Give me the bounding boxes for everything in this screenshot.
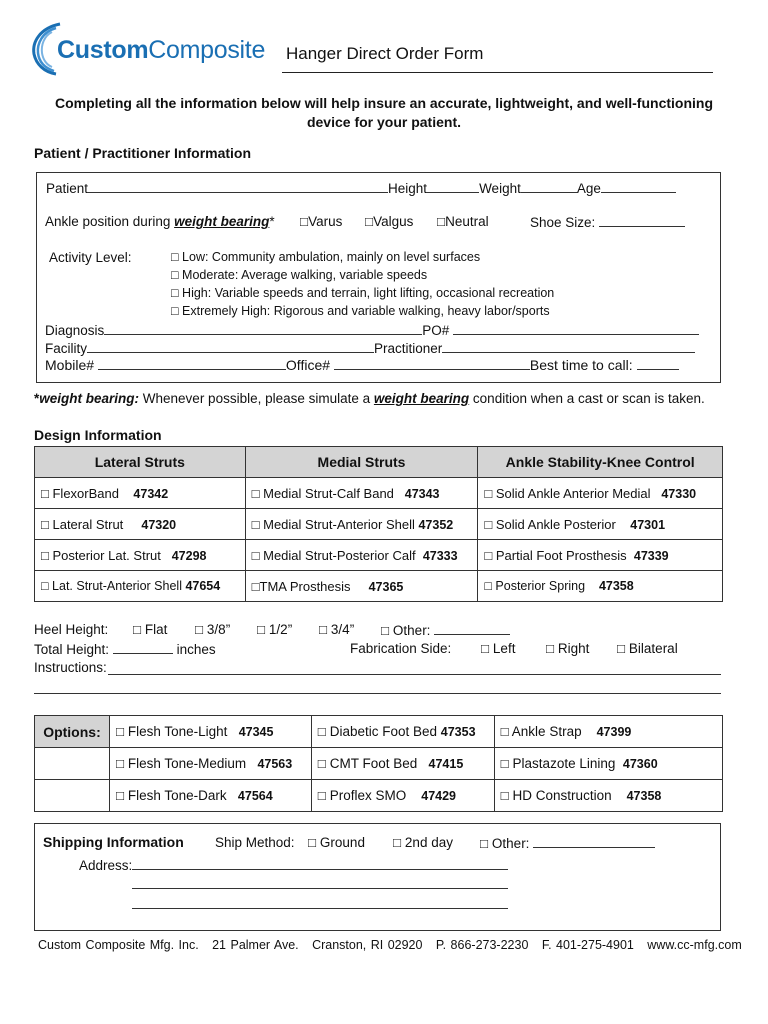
shoe-size-label: Shoe Size: xyxy=(530,215,596,230)
option-label: CMT Foot Bed xyxy=(329,756,418,771)
design-option[interactable] xyxy=(35,540,246,571)
company-logo xyxy=(57,36,265,65)
patient-field[interactable] xyxy=(88,180,388,193)
option-cell[interactable] xyxy=(311,780,494,812)
diagnosis-row xyxy=(45,322,699,338)
checkbox-icon[interactable]: □ xyxy=(484,485,493,501)
design-table xyxy=(34,446,723,602)
ankle-emph: weight bearing xyxy=(174,214,270,229)
design-section-heading: Design Information xyxy=(34,427,162,443)
checkbox-icon[interactable]: □ xyxy=(617,641,626,656)
option-label: Proflex SMO xyxy=(329,788,407,803)
design-row xyxy=(35,478,723,509)
total-height-label: Total Height: xyxy=(34,642,110,657)
patient-row xyxy=(46,180,676,196)
checkbox-icon[interactable]: □ xyxy=(546,641,555,656)
option-label: HD Construction xyxy=(512,788,612,803)
options-table xyxy=(34,715,723,812)
po-label: PO# xyxy=(422,323,450,338)
fabrication-side-label: Fabrication Side: xyxy=(350,641,452,656)
option-label: Right xyxy=(557,641,590,656)
option-label: Other: xyxy=(491,836,530,851)
heel-other-option[interactable] xyxy=(381,622,510,638)
option-code: 47320 xyxy=(141,517,177,532)
option-label: Neutral xyxy=(445,214,489,229)
note-star: * xyxy=(34,391,40,406)
footer-contact: Custom Composite Mfg. Inc. 21 Palmer Ave. Cranston, RI 02920 P. 866-273-2230 F. 401-275-4901 www.cc-mfg.com xyxy=(38,938,742,952)
checkbox-icon[interactable]: □ xyxy=(300,214,309,229)
option-label: Partial Foot Prosthesis xyxy=(495,547,627,563)
design-option[interactable] xyxy=(245,509,478,540)
checkbox-icon[interactable]: □ xyxy=(500,756,509,771)
fab-right-option[interactable] xyxy=(546,641,589,656)
option-label: Lat. Strut-Anterior Shell xyxy=(52,579,182,593)
checkbox-icon[interactable]: □ xyxy=(481,641,490,656)
design-option[interactable] xyxy=(35,509,246,540)
design-option[interactable] xyxy=(478,509,723,540)
heel-flat-option[interactable] xyxy=(133,622,167,637)
checkbox-icon[interactable]: □ xyxy=(308,835,317,850)
checkbox-icon[interactable]: □ xyxy=(365,214,374,229)
checkbox-icon[interactable]: □ xyxy=(500,724,509,739)
checkbox-icon[interactable]: □ xyxy=(41,579,49,593)
option-cell[interactable] xyxy=(311,748,494,780)
option-label: Diabetic Foot Bed xyxy=(329,724,438,739)
checkbox-icon[interactable]: □ xyxy=(195,622,204,637)
checkbox-icon[interactable]: □ xyxy=(171,286,179,300)
design-option[interactable] xyxy=(35,571,246,602)
diagnosis-field[interactable] xyxy=(104,322,422,335)
total-height-row xyxy=(34,641,216,657)
options-label: Options: xyxy=(35,716,110,748)
ship-method-label: Ship Method: xyxy=(215,835,295,850)
option-cell[interactable] xyxy=(494,748,722,780)
address-field-1[interactable] xyxy=(132,857,508,870)
option-code: 47563 xyxy=(257,757,293,771)
heel-3-4-option[interactable] xyxy=(319,622,354,637)
shipping-box xyxy=(34,823,721,931)
note-text-2: condition when a cast or scan is taken. xyxy=(469,391,705,406)
checkbox-icon[interactable]: □ xyxy=(317,756,326,771)
design-option[interactable] xyxy=(245,478,478,509)
heel-1-2-option[interactable] xyxy=(257,622,292,637)
option-label: Flesh Tone-Light xyxy=(127,724,228,739)
option-code: 47654 xyxy=(185,579,221,593)
option-label: Medial Strut-Calf Band xyxy=(263,485,394,501)
age-label: Age xyxy=(576,181,601,196)
note-term-2: weight bearing xyxy=(373,391,470,406)
checkbox-icon[interactable]: □ xyxy=(480,836,489,851)
weight-field[interactable] xyxy=(521,180,577,193)
checkbox-icon[interactable]: □ xyxy=(251,516,260,532)
patient-info-box xyxy=(36,172,721,383)
activity-option-extreme[interactable] xyxy=(171,304,550,318)
mobile-field[interactable] xyxy=(98,357,286,370)
total-height-field[interactable] xyxy=(113,641,173,654)
options-empty-cell xyxy=(35,780,110,812)
ankle-label: Ankle position during xyxy=(45,214,171,229)
patient-label: Patient xyxy=(46,181,89,196)
option-code: 47365 xyxy=(368,579,404,594)
column-header: Lateral Struts xyxy=(35,447,246,478)
option-label: Lateral Strut xyxy=(52,516,124,532)
option-label: Solid Ankle Posterior xyxy=(495,516,616,532)
patient-section-heading: Patient / Practitioner Information xyxy=(34,145,252,161)
option-label: 3/4” xyxy=(330,622,355,637)
options-row xyxy=(35,748,723,780)
activity-label: Activity Level: xyxy=(49,250,132,265)
note-text-1: Whenever possible, please simulate a xyxy=(139,391,374,406)
option-label: Posterior Lat. Strut xyxy=(52,547,161,563)
option-label: Flesh Tone-Dark xyxy=(127,788,227,803)
option-code: 47343 xyxy=(404,486,440,501)
option-code: 47345 xyxy=(238,725,274,739)
option-label: TMA Prosthesis xyxy=(259,578,351,594)
option-label: Medial Strut-Posterior Calf xyxy=(263,547,416,563)
option-cell[interactable] xyxy=(311,716,494,748)
shoe-size-row xyxy=(530,214,685,230)
address-row xyxy=(79,857,508,873)
option-label: Other: xyxy=(392,623,431,638)
option-code: 47352 xyxy=(418,517,454,532)
ship-other-field[interactable] xyxy=(533,835,655,848)
design-row xyxy=(35,571,723,602)
intro-text: Completing all the information below will help insure an accurate, lightweight, and well-functioning device for your patient. xyxy=(54,95,714,130)
option-label: Left xyxy=(492,641,516,656)
design-option[interactable] xyxy=(35,478,246,509)
heel-height-label: Heel Height: xyxy=(34,622,109,637)
option-code: 47564 xyxy=(237,789,273,803)
checkbox-icon[interactable]: □ xyxy=(317,788,326,803)
checkbox-icon[interactable]: □ xyxy=(171,268,179,282)
checkbox-icon[interactable]: □ xyxy=(437,214,446,229)
design-row xyxy=(35,540,723,571)
option-code: 47342 xyxy=(133,486,169,501)
po-field[interactable] xyxy=(453,322,699,335)
age-field[interactable] xyxy=(601,180,676,193)
instructions-label: Instructions: xyxy=(34,660,107,675)
activity-option-moderate[interactable] xyxy=(171,268,427,282)
facility-row xyxy=(45,340,695,356)
form-title: Hanger Direct Order Form xyxy=(286,44,484,63)
logo-text-strong: Custom xyxy=(57,36,149,64)
checkbox-icon[interactable]: □ xyxy=(484,579,492,593)
checkbox-icon[interactable]: □ xyxy=(393,835,402,850)
instructions-field-line-2[interactable] xyxy=(34,693,721,694)
mobile-label: Mobile# xyxy=(45,357,95,373)
ankle-valgus-option[interactable] xyxy=(365,214,413,229)
option-code: 47399 xyxy=(596,725,632,739)
activity-option-low[interactable] xyxy=(171,250,480,264)
ankle-row xyxy=(45,214,275,229)
address-label: Address: xyxy=(79,858,133,873)
best-time-label: Best time to call: xyxy=(529,357,633,373)
design-header-row xyxy=(35,447,723,478)
option-label: 3/8” xyxy=(206,622,231,637)
ankle-varus-option[interactable] xyxy=(300,214,342,229)
checkbox-icon[interactable]: □ xyxy=(171,304,179,318)
options-row xyxy=(35,716,723,748)
option-code: 47358 xyxy=(598,579,634,593)
option-code: 47358 xyxy=(626,789,662,803)
best-time-field[interactable] xyxy=(637,357,679,370)
option-code: 47339 xyxy=(633,548,669,563)
option-label: Solid Ankle Anterior Medial xyxy=(495,485,651,501)
shoe-size-field[interactable] xyxy=(599,214,685,227)
checkbox-icon[interactable]: □ xyxy=(500,788,509,803)
facility-label: Facility xyxy=(45,341,88,356)
option-label: Posterior Spring xyxy=(495,579,586,593)
address-field-2[interactable] xyxy=(132,888,508,889)
instructions-row xyxy=(34,660,107,675)
checkbox-icon[interactable]: □ xyxy=(257,622,266,637)
options-empty-cell xyxy=(35,748,110,780)
option-cell[interactable] xyxy=(494,780,722,812)
option-code: 47301 xyxy=(630,517,666,532)
option-code: 47330 xyxy=(661,486,697,501)
option-label: Flesh Tone-Medium xyxy=(127,756,247,771)
weight-bearing-note xyxy=(34,391,705,406)
practitioner-label: Practitioner xyxy=(374,341,443,356)
option-label: Low: Community ambulation, mainly on level surfaces xyxy=(182,250,481,264)
ship-other-option[interactable] xyxy=(480,835,655,851)
design-option[interactable] xyxy=(478,571,723,602)
design-option[interactable] xyxy=(478,540,723,571)
option-label: Plastazote Lining xyxy=(512,756,616,771)
ankle-star: * xyxy=(269,214,275,229)
option-cell[interactable] xyxy=(109,780,311,812)
option-label: Bilateral xyxy=(628,641,678,656)
option-label: Ground xyxy=(319,835,365,850)
option-code: 47333 xyxy=(422,548,458,563)
weight-label: Weight xyxy=(479,181,521,196)
title-rule xyxy=(282,72,713,73)
option-label: Moderate: Average walking, variable speeds xyxy=(182,268,428,282)
fab-left-option[interactable] xyxy=(481,641,515,656)
column-header: Medial Struts xyxy=(245,447,478,478)
facility-field[interactable] xyxy=(87,340,374,353)
checkbox-icon[interactable]: □ xyxy=(115,724,125,739)
option-label: Extremely High: Rigorous and variable walking, heavy labor/sports xyxy=(182,304,550,318)
note-term: weight bearing: xyxy=(39,391,140,406)
phone-row xyxy=(45,357,679,373)
practitioner-field[interactable] xyxy=(442,340,695,353)
checkbox-icon[interactable]: □ xyxy=(251,485,260,501)
fab-bilateral-option[interactable] xyxy=(617,641,678,656)
activity-option-high[interactable] xyxy=(171,286,554,300)
option-cell[interactable] xyxy=(494,716,722,748)
design-option[interactable] xyxy=(478,478,723,509)
checkbox-icon[interactable]: □ xyxy=(133,622,142,637)
option-cell[interactable] xyxy=(109,716,311,748)
office-label: Office# xyxy=(285,357,331,373)
checkbox-icon[interactable]: □ xyxy=(41,485,49,501)
ankle-neutral-option[interactable] xyxy=(437,214,489,229)
checkbox-icon[interactable]: □ xyxy=(171,250,179,264)
option-label: 1/2” xyxy=(268,622,293,637)
option-label: FlexorBand xyxy=(52,485,119,501)
option-label: Ankle Strap xyxy=(511,724,582,739)
option-code: 47353 xyxy=(440,725,476,739)
option-code: 47298 xyxy=(171,548,207,563)
office-field[interactable] xyxy=(334,357,530,370)
option-label: Flat xyxy=(144,622,168,637)
shipping-heading: Shipping Information xyxy=(43,834,184,850)
checkbox-icon[interactable]: □ xyxy=(317,724,326,739)
height-label: Height xyxy=(388,181,428,196)
total-height-unit: inches xyxy=(176,642,216,657)
checkbox-icon[interactable]: □ xyxy=(484,547,493,563)
option-code: 47429 xyxy=(421,789,457,803)
checkbox-icon[interactable]: □ xyxy=(484,516,493,532)
design-option[interactable] xyxy=(245,571,478,602)
option-label: Medial Strut-Anterior Shell xyxy=(263,516,415,532)
option-code: 47360 xyxy=(622,757,658,771)
checkbox-icon[interactable]: □ xyxy=(115,788,125,803)
ship-2nd-day-option[interactable] xyxy=(393,835,453,850)
design-row xyxy=(35,509,723,540)
heel-height-row xyxy=(34,622,108,637)
heel-3-8-option[interactable] xyxy=(195,622,230,637)
heel-other-field[interactable] xyxy=(434,622,510,635)
option-label: 2nd day xyxy=(404,835,453,850)
checkbox-icon[interactable]: □ xyxy=(381,623,390,638)
ship-ground-option[interactable] xyxy=(308,835,365,850)
option-cell[interactable] xyxy=(109,748,311,780)
logo-text-light: Composite xyxy=(148,36,266,64)
diagnosis-label: Diagnosis xyxy=(45,323,105,338)
checkbox-icon[interactable]: □ xyxy=(251,547,260,563)
option-label: Valgus xyxy=(373,214,414,229)
checkbox-icon[interactable]: □ xyxy=(41,547,49,563)
address-field-3[interactable] xyxy=(132,908,508,909)
option-code: 47415 xyxy=(428,757,464,771)
checkbox-icon[interactable]: □ xyxy=(251,578,260,594)
checkbox-icon[interactable]: □ xyxy=(41,516,49,532)
column-header: Ankle Stability-Knee Control xyxy=(478,447,723,478)
instructions-field-line-1[interactable] xyxy=(108,674,721,675)
options-row xyxy=(35,780,723,812)
design-option[interactable] xyxy=(245,540,478,571)
option-label: High: Variable speeds and terrain, light lifting, occasional recreation xyxy=(182,286,555,300)
checkbox-icon[interactable]: □ xyxy=(319,622,328,637)
checkbox-icon[interactable]: □ xyxy=(115,756,125,771)
option-label: Varus xyxy=(308,214,343,229)
height-field[interactable] xyxy=(427,180,479,193)
